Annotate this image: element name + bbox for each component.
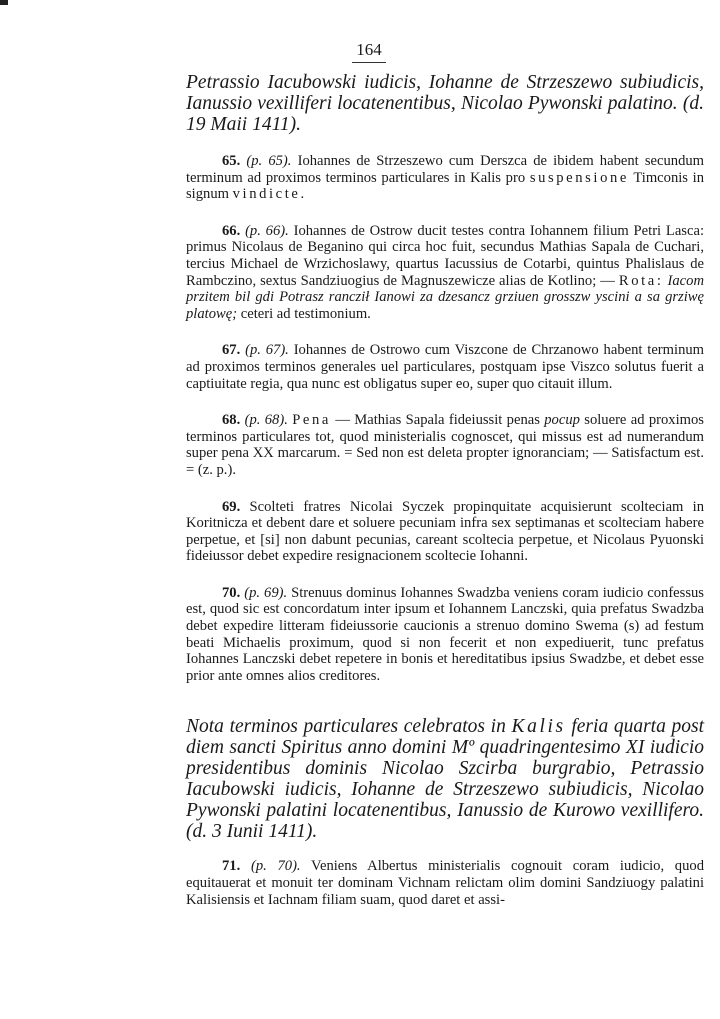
entry-text: Strenuus dominus Iohannes Swadzba veniens coram iudicio confessus est, quod sic est concordatum inter ipsum et Iohannem Lanczski, quia prefatus Swadzba debet expedire litteram fideiussorie caucionis a strenuo domino Swema (s) ad festum beati Michaelis proximum, quod si non fecerit et non expediuerit, tunc prefatus Iohannes Lanczski debet repetere in bonis et hereditatibus ipsius Swadzbe, et debet esse prior ante omnes alios creditores. xyxy=(186,584,704,684)
entry-text: Iohannes de Ostrow ducit testes contra Iohannem filium Petri Lasca: primus Nicolaus de Beganino qui circa hoc fuit, secundus Mathias Sapala de Cuchari, tercius Michael de Wrzichoslawy, quartus Iacussius de Cotarbi, quintus Phalislaus de Rambczino, sextus Sandziuogius de Magnuszewicze alias de Kotlino; — xyxy=(186,222,704,289)
entry-number: 71. xyxy=(222,858,241,875)
scan-corner-mark xyxy=(0,0,8,5)
entry-number: 68. xyxy=(222,412,241,429)
entry-70 xyxy=(186,585,704,685)
entry-number: 65. xyxy=(222,153,241,169)
heading-place-name: Kalis xyxy=(511,716,566,738)
entry-page-ref: (p. 70). xyxy=(250,858,301,875)
entry-text-continued: ceteri ad testimonium. xyxy=(240,305,371,322)
entry-text-continued: soluere ad proximos terminos particulares tot, quod ministerialis cognoscet, qui missus est ad numerandum super pena XX marcarum. = Sed non est deleta propter ignoranciam; — Satisfactum est. = (z. p.). xyxy=(186,412,704,478)
entry-65 xyxy=(186,153,704,203)
entry-text: Veniens Albertus ministerialis cognouit coram iudicio, quod equitauerat et monuit ter dominam Vichnam relictam olim domini Sandziuogy palatini Kalisiensis et Iachnam filiam suam, quod daret et assi- xyxy=(186,858,704,908)
heading-text-continued: feria quarta post diem sancti Spiritus anno domini Mº quadringentesimo XI iudicio presidentibus dominis Nicolao Szcirba burgrabio, Petrassio Iacubowski iudicis, Iohanne de Strzeszewo subiudicis, Nicolao Pywonski palatini locatenentibus, Ianussio de Kurowo vexillifero. (d. 3 Iunii 1411). xyxy=(186,716,705,843)
entry-italic-word: pocup xyxy=(544,412,580,429)
section-heading-2 xyxy=(186,716,704,842)
entry-number: 69. xyxy=(222,498,241,515)
entry-66 xyxy=(186,223,704,323)
entry-page-ref: (p. 66). xyxy=(245,222,289,239)
entry-number: 70. xyxy=(222,584,241,601)
entry-71 xyxy=(186,858,704,908)
entry-68 xyxy=(186,412,704,478)
heading-text: Nota terminos particulares celebratos in xyxy=(186,716,506,738)
entry-text: Iohannes de Ostrowo cum Viszcone de Chrzanowo habent terminum ad proximos terminos generales uel particulares, postquam ipse Viszco solutus fuerit a captiuitate regia, qua nunc est obligatus super eo, super quo citauit illum. xyxy=(186,342,705,392)
page-number-text: 164 xyxy=(352,40,386,63)
entry-text-continued: Timconis in signum xyxy=(186,169,705,203)
page-content xyxy=(186,72,704,908)
entry-page-ref: (p. 67). xyxy=(245,342,289,359)
entry-67 xyxy=(186,342,704,392)
entry-page-ref: (p. 65). xyxy=(246,153,292,169)
section-heading-1: Petrassio Iacubowski iudicis, Iohanne de Strzeszewo subiudicis, Ianussio vexilliferi locatenentibus, Nicolao Pywonski palatino. (d. 19 Maii 1411). xyxy=(186,72,704,135)
entry-page-ref: (p. 69). xyxy=(244,584,288,601)
entry-spaced-text-2: vindicte. xyxy=(232,186,307,203)
entry-69 xyxy=(186,499,704,565)
entry-text: — Mathias Sapala fideiussit penas xyxy=(335,412,540,429)
entry-rota-quote: Iacom przitem bil gdi Potrasz rancził Ianowi za dzesancz grziuen grosszw yscini a sa grziwę platowę; xyxy=(186,272,704,322)
entry-number: 67. xyxy=(222,342,241,359)
page-number xyxy=(0,40,720,63)
entry-spaced-text: suspensione xyxy=(529,169,629,186)
entry-text: Iohannes de Strzeszewo cum Derszca de ibidem habent secundum terminum ad proximos terminos particulares in Kalis pro xyxy=(186,153,705,186)
entry-rota-label: Rota: xyxy=(618,272,664,289)
entry-page-ref: (p. 68). xyxy=(244,412,288,429)
entry-text: Scolteti fratres Nicolai Syczek propinquitate acquisierunt scolteciam in Koritnicza et debent dare et soluere pecuniam infra sex septimanas et scolteciam habere perpetue, et [si] non dabunt pecunias, careant scoltecia perpetue, et Nicolaus Pyuonski fideiussor debet expedire resignacionem scoltecie Iohanni. xyxy=(186,498,704,565)
entry-pena-label: Pena xyxy=(292,412,331,429)
entry-number: 66. xyxy=(222,222,241,239)
